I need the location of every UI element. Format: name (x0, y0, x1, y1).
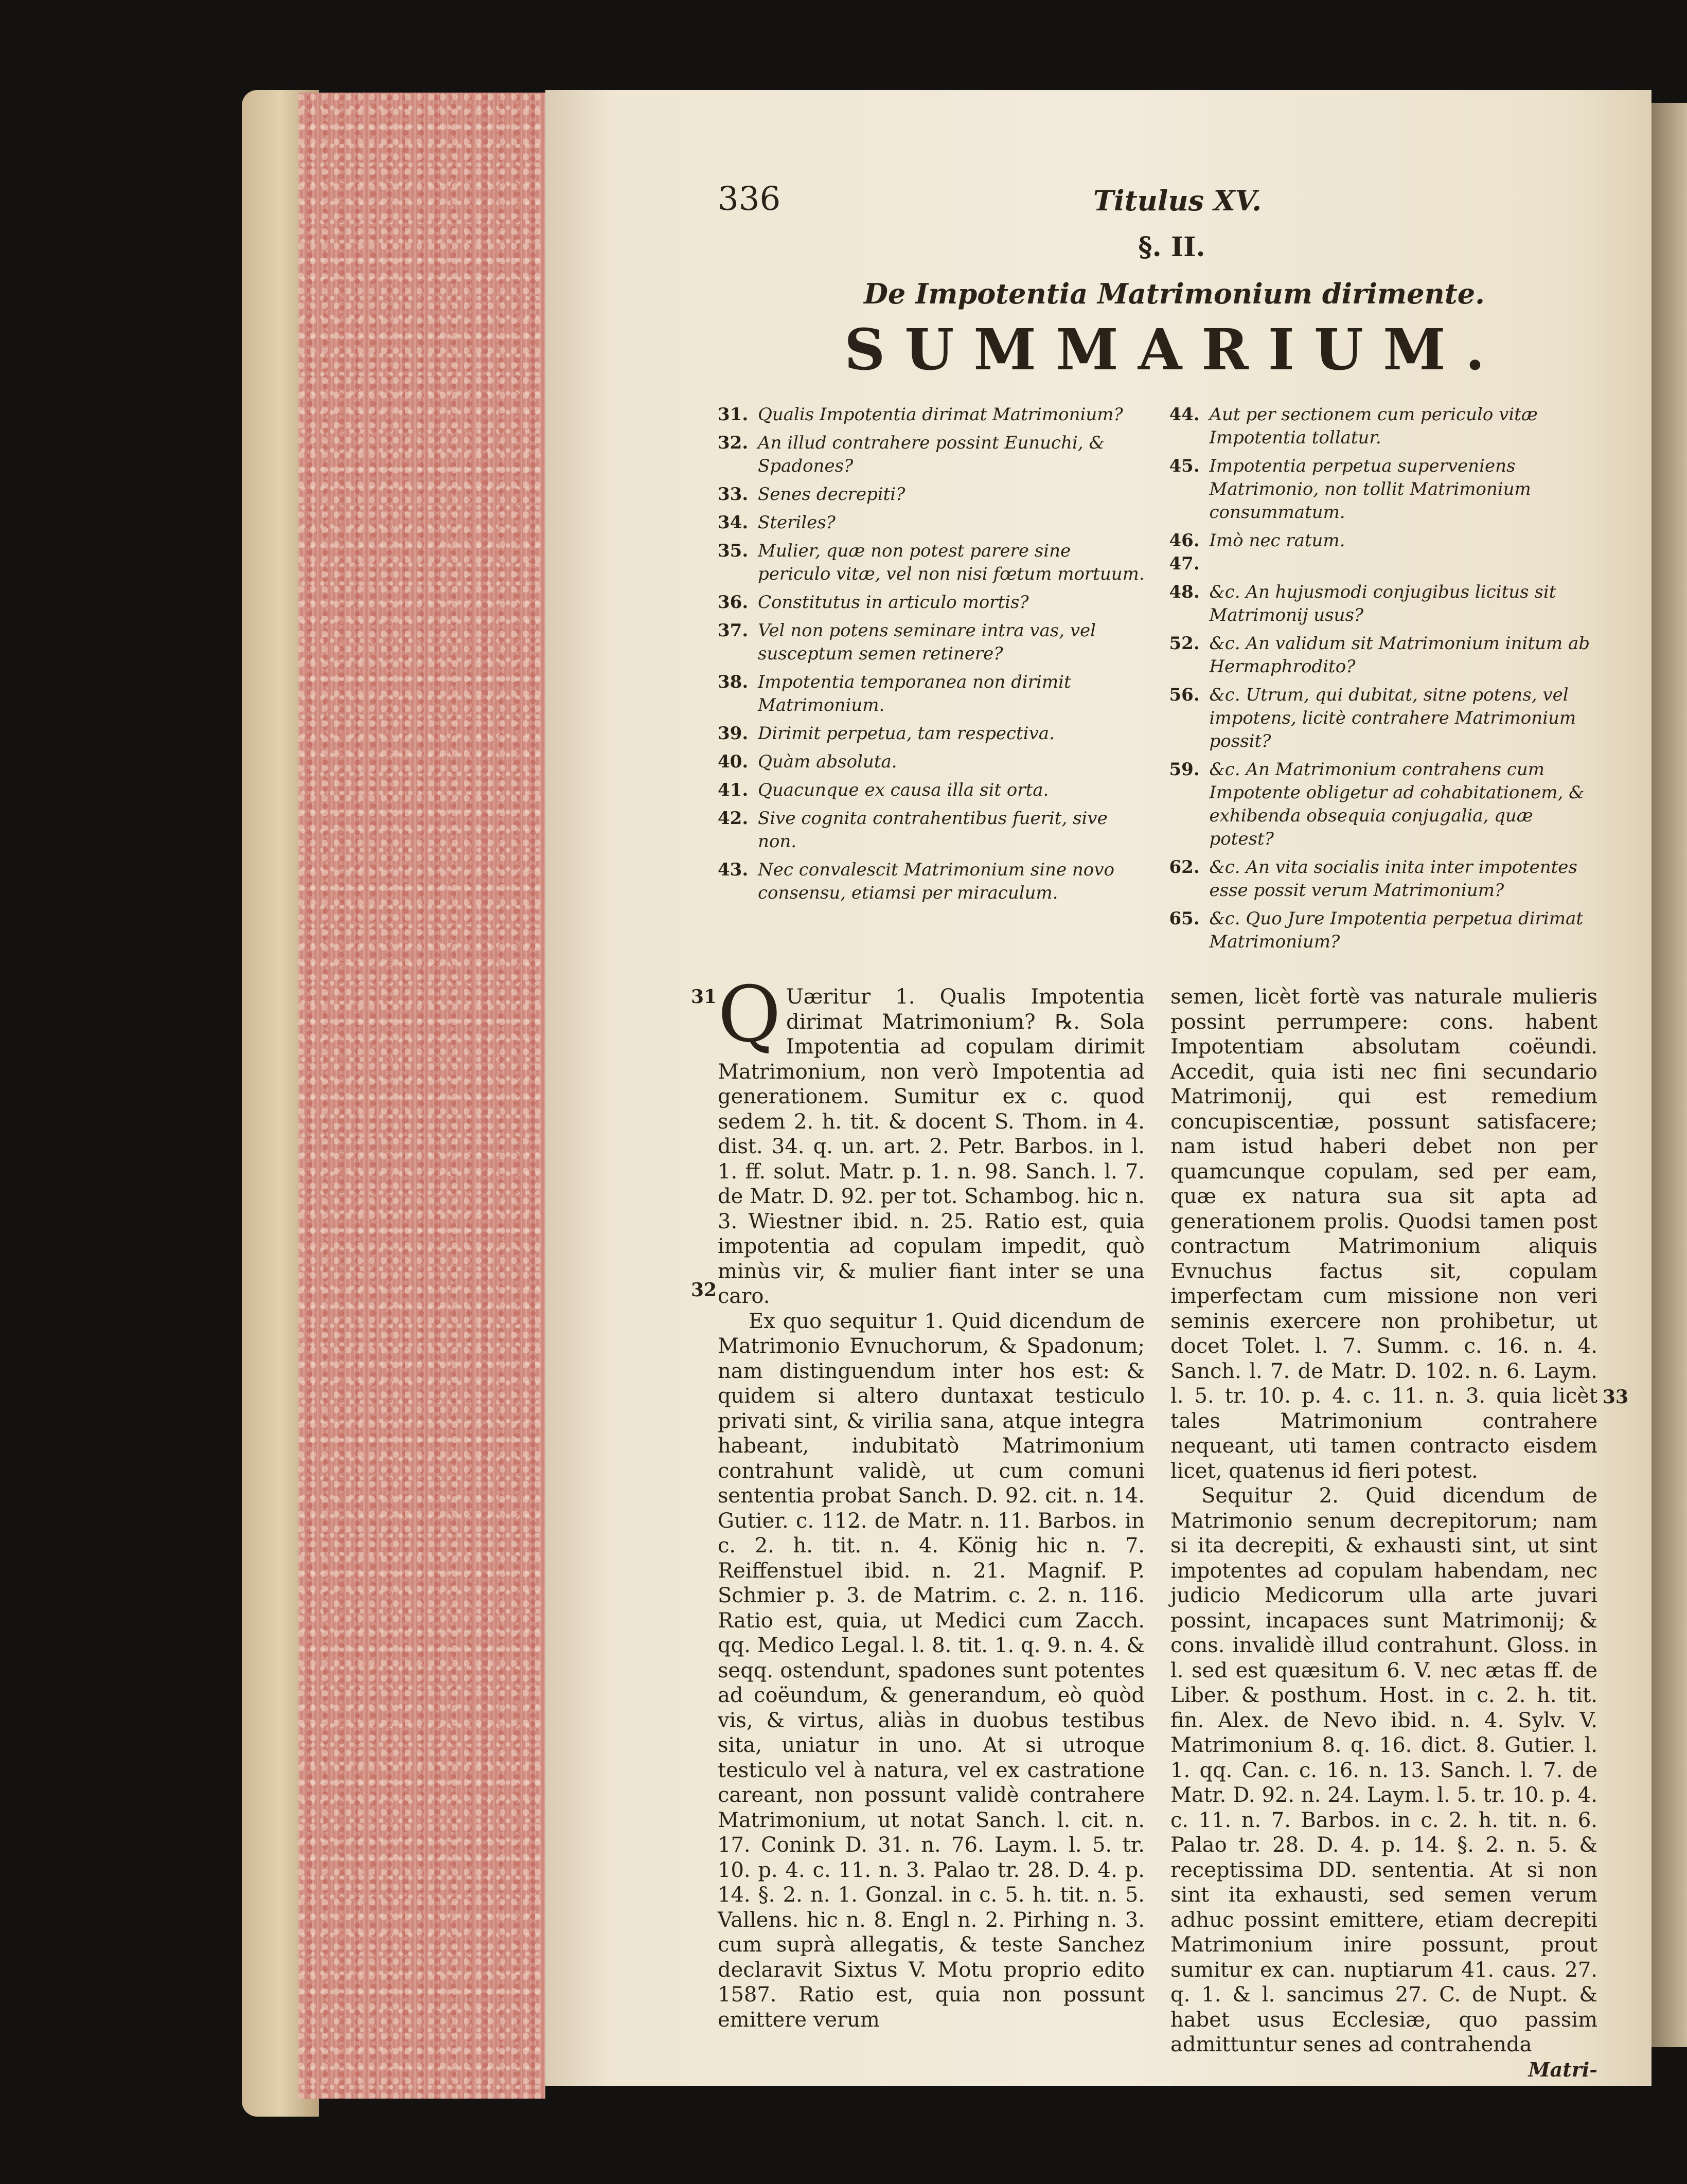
summary-item (1169, 758, 1601, 851)
summary-item (718, 858, 1149, 905)
summary-number: 40. (718, 751, 749, 772)
summary-text: Quacunque ex causa illa sit orta. (758, 780, 1049, 800)
summary-text: Imò nec ratum. (1209, 530, 1345, 551)
facing-page-edge (1652, 103, 1687, 2047)
summary-number: 45. (1169, 456, 1200, 476)
summary-number: 46. 47. (1169, 530, 1200, 574)
summary-text: &c. An validum sit Matrimonium initum ab Hermaphrodito? (1209, 633, 1590, 677)
margin-number: 32 (691, 1279, 717, 1301)
summary-text: Vel non potens seminare intra vas, vel susceptum semen retinere? (758, 620, 1096, 664)
paragraph (1170, 1483, 1597, 2057)
summary-text: Senes decrepiti? (758, 484, 905, 505)
summary-item (718, 483, 1149, 506)
summary-text: &c. An Matrimonium contrahens cum Impotente obligetur ad cohabitationem, & exhibenda obsequia conjugalia, quæ potest? (1209, 759, 1585, 849)
section-heading: §. II. (1138, 231, 1205, 263)
summary-number: 32. (718, 433, 749, 453)
page-content (691, 180, 1628, 2082)
summary-item (718, 619, 1149, 666)
running-head (718, 180, 1600, 237)
summary-text: Sive cognita contrahentibus fuerit, sive non. (758, 808, 1108, 852)
body-column-right (1170, 984, 1628, 2082)
summary-column-right (1169, 403, 1601, 959)
summary-number: 38. (718, 672, 749, 692)
summary-number: 31. (718, 404, 749, 425)
margin-number: 31 (691, 986, 717, 1008)
summary-text: Impotentia temporanea non dirimit Matrimonium. (758, 672, 1071, 715)
summary-item (1169, 856, 1601, 902)
summary-item (1169, 403, 1601, 450)
summary-number: 44. (1169, 404, 1200, 425)
summary-number: 48. (1169, 582, 1200, 602)
summary-number: 56. (1169, 685, 1200, 705)
summary-text: Dirimit perpetua, tam respectiva. (758, 723, 1055, 744)
summary-text: Impotentia perpetua superveniens Matrimonio, non tollit Matrimonium consummatum. (1209, 456, 1531, 523)
summary-item (1169, 455, 1601, 524)
summary-item (1169, 529, 1601, 576)
summary-text: Qualis Impotentia dirimat Matrimonium? (758, 404, 1123, 425)
summary-item (718, 540, 1149, 586)
drop-cap: Q (718, 970, 781, 1060)
summary-number: 34. (718, 512, 749, 533)
summary-item (718, 403, 1149, 426)
paragraph-text: semen, licèt fortè vas naturale mulieris possint perrumpere: cons. habent Impotentiam absolutam coëundi. Accedit, quia isti nec fini secundario Matrimonij, qui est remedium concupiscentiæ, possunt satisfacere; nam istud haberi debet non per quamcunque copulam, sed per eam, quæ ex natura sua sit apta ad generationem prolis. Quodsi tamen post contractum Matrimonium aliquis Evnuchus factus sit, copulam imperfectam cum missione non veri seminis exercere non prohibetur, ut docet Tolet. l. 7. Summ. c. 16. n. 4. Sanch. l. 7. de Matr. D. 102. n. 6. Laym. l. 5. tr. 10. p. 4. c. 11. n. 3. quia licèt tales Matrimonium contrahere nequeant, uti tamen contracto eisdem licet, quatenus id fieri potest. (1170, 985, 1597, 1483)
summary-item (718, 511, 1149, 534)
paragraph (718, 1309, 1145, 2033)
summary-item (718, 750, 1149, 774)
summary-number: 41. (718, 780, 749, 800)
summary-number: 42. (718, 808, 749, 829)
summary-number: 65. (1169, 908, 1200, 929)
summary-number: 39. (718, 723, 749, 744)
sprinkled-fore-edge (298, 93, 545, 2099)
summary-number: 33. (718, 484, 749, 505)
summary-item (1169, 632, 1601, 678)
summary-number: 52. (1169, 633, 1200, 654)
summary-item (718, 591, 1149, 614)
summary-text: &c. Utrum, qui dubitat, sitne potens, vel impotens, licitè contrahere Matrimonium possit? (1209, 685, 1576, 751)
summary-item (718, 432, 1149, 478)
summary-text: Nec convalescit Matrimonium sine novo consensu, etiamsi per miraculum. (758, 860, 1114, 903)
summary-text: Mulier, quæ non potest parere sine periculo vitæ, vel non nisi fœtum mortuum. (758, 541, 1145, 584)
summary-item (718, 722, 1149, 745)
summary-item (718, 671, 1149, 717)
summarium-heading: SUMMARIUM. (844, 316, 1505, 383)
paragraph-text: Uæritur 1. Qualis Impotentia dirimat Matrimonium? ℞. Sola Impotentia ad copulam dirimit Matrimonium, non verò Impotentia ad generationem. Sumitur ex c. quod sedem 2. h. tit. & docent S. Thom. in 4. dist. 34. q. un. art. 2. Petr. Barbos. in l. 1. ff. solut. Matr. p. 1. n. 98. Sanch. l. 7. de Matr. D. 92. per tot. Schambog. hic n. 3. Wiestner ibid. n. 25. Ratio est, quia impotentia ad copulam impedit, quò minùs vir, & mulier fiant inter se una caro. (718, 985, 1145, 1308)
summary-column-left (718, 403, 1149, 959)
summary-item (1169, 581, 1601, 627)
summary-text: &c. An hujusmodi conjugibus licitus sit Matrimonij usus? (1209, 582, 1556, 625)
summary-text: &c. Quo Jure Impotentia perpetua dirimat Matrimonium? (1209, 908, 1583, 952)
summary-list (718, 403, 1600, 959)
summary-text: An illud contrahere possint Eunuchi, & Spadones? (758, 433, 1105, 476)
summary-text: Quàm absoluta. (758, 751, 897, 772)
paragraph (1170, 984, 1597, 1483)
summary-item (1169, 907, 1601, 954)
summary-number: 37. (718, 620, 749, 641)
paragraph-text: Sequitur 2. Quid dicendum de Matrimonio senum decrepitorum; nam si ita decrepiti, & exhausti sint, ut sint impotentes ad copulam habendam, nec judicio Medicorum ulla arte juvari possint, incapaces sunt Matrimonij; & cons. invalidè illud contrahunt. Gloss. in l. sed est quæsitum 6. V. nec ætas ff. de Liber. & posthum. Host. in c. 2. h. tit. fin. Alex. de Nevo ibid. n. 4. Sylv. V. Matrimonium 8. q. 16. dict. 8. Gutier. l. 1. qq. Can. c. 16. n. 13. Sanch. l. 7. de Matr. D. 92. n. 24. Laym. l. 5. tr. 10. p. 4. c. 11. n. 7. Barbos. in c. 2. h. tit. n. 6. Palao tr. 28. D. 4. p. 14. §. 2. n. 5. & receptissima DD. sententia. At si non sint ita exhausti, sed semen verum adhuc possint emittere, etiam decrepiti Matrimonium inire possunt, prout sumitur ex can. nuptiarum 41. caus. 27. q. 1. & l. sancimus 27. C. de Nupt. & habet usus Ecclesiæ, quo passim admittuntur senes ad contrahenda (1170, 1484, 1597, 2056)
summary-number: 59. (1169, 759, 1200, 780)
catchword: Matri- (1528, 2057, 1597, 2081)
summary-text: Constitutus in articulo mortis? (758, 592, 1029, 613)
body-text (691, 970, 1628, 2082)
margin-number: 33 (1602, 1386, 1628, 1408)
page-number: 336 (718, 180, 781, 218)
summary-number: 43. (718, 860, 749, 880)
summary-text: Aut per sectionem cum periculo vitæ Impotentia tollatur. (1209, 404, 1538, 448)
summary-number: 35. (718, 541, 749, 561)
paragraph (718, 970, 1145, 1309)
summary-item (1169, 684, 1601, 753)
summary-text: Steriles? (758, 512, 836, 533)
paragraph-text: Ex quo sequitur 1. Quid dicendum de Matrimonio Evnuchorum, & Spadonum; nam distinguendum inter hos est: & quidem si altero duntaxat testiculo privati sint, & virilia sana, atque integra habeant, indubitatò Matrimonium contrahunt validè, ut cum comuni sententia probat Sanch. D. 92. cit. n. 14. Gutier. c. 112. de Matr. n. 11. Barbos. in c. 2. h. tit. n. 4. König hic n. 7. Reiffenstuel ibid. n. 21. Magnif. P. Schmier p. 3. de Matrim. c. 2. n. 116. Ratio est, quia, ut Medici cum Zacch. qq. Medico Legal. l. 8. tit. 1. q. 9. n. 4. & seqq. ostendunt, spadones sunt potentes ad coëundum, & generandum, eò quòd vis, & virtus, aliàs in duobus testibus sita, uniatur in uno. At si utroque testiculo vel à natura, vel ex castratione careant, non possunt validè contrahere Matrimonium, ut notat Sanch. l. cit. n. 17. Conink D. 31. n. 76. Laym. l. 5. tr. 10. p. 4. c. 11. n. 3. Palao tr. 28. D. 4. p. 14. §. 2. n. 1. Gonzal. in c. 5. h. tit. n. 5. Vallens. hic n. 8. Engl n. 2. Pirhing n. 3. cum suprà allegatis, & teste Sanchez declaravit Sixtus V. Motu proprio edito 1587. Ratio est, quia non possunt emittere verum (718, 1309, 1145, 2032)
summary-item (718, 779, 1149, 802)
summary-number: 62. (1169, 857, 1200, 878)
body-column-left (691, 970, 1145, 2082)
running-title: Titulus XV. (1093, 184, 1262, 217)
summary-item (718, 807, 1149, 853)
summary-number: 36. (718, 592, 749, 613)
section-subtitle: De Impotentia Matrimonium dirimente. (864, 277, 1485, 310)
summary-text: &c. An vita socialis inita inter impotentes esse possit verum Matrimonium? (1209, 857, 1577, 901)
